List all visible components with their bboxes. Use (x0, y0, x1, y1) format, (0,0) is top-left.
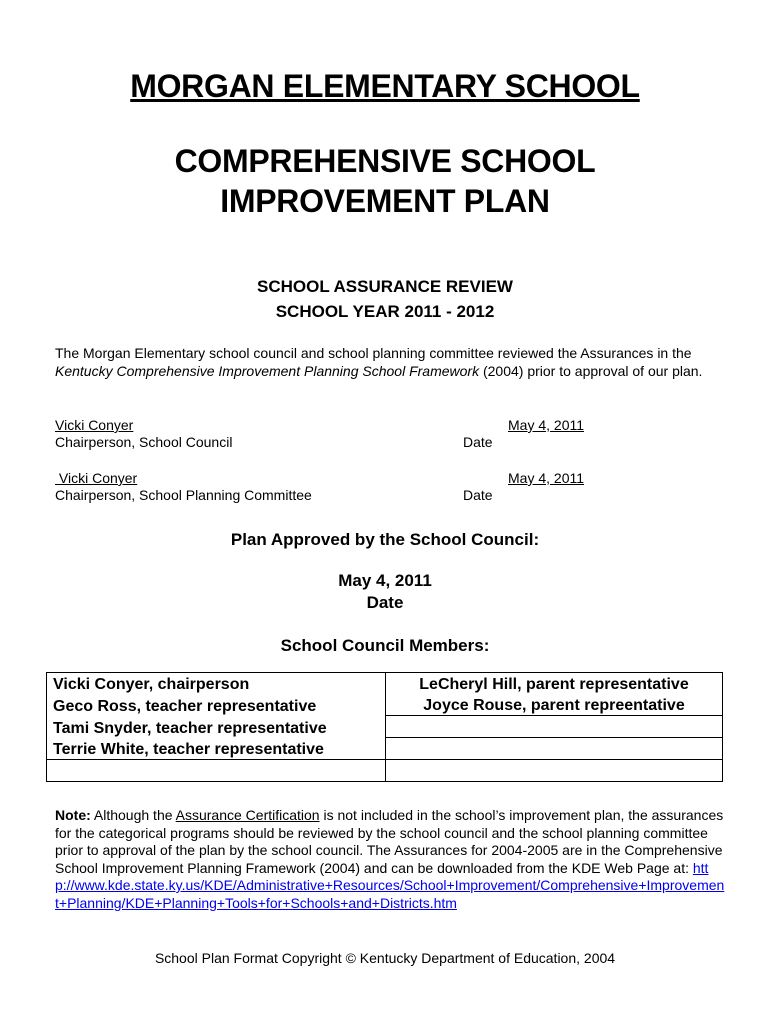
council-members-table (46, 672, 723, 782)
framework-title: Kentucky Comprehensive Improvement Planning School Framework (55, 363, 480, 379)
member-right-2: Joyce Rouse, parent repreentative (386, 694, 723, 716)
member-right-empty-5 (386, 760, 723, 782)
assurance-certification-link[interactable]: Assurance Certification (175, 807, 320, 823)
intro-text-2: (2004) prior to approval of our plan. (479, 363, 703, 379)
review-title: SCHOOL ASSURANCE REVIEW (257, 277, 513, 296)
signature-1-name: Vicki Conyer (55, 417, 134, 433)
member-right-1: LeCheryl Hill, parent representative (386, 673, 723, 695)
note-text-2: is not included in the school’s improvement plan, the assurances for the categorical programs should be reviewed by the school council and the school planning committee prior to approval of the plan by the school council. The Assurances for 2004-2005 are in the Comprehensive School Improvement Planning Framework (2004) and can be downloaded from the KDE Web Page at: (55, 807, 724, 876)
table-row (47, 716, 723, 738)
signature-1-date: May 4, 2011 (508, 417, 585, 433)
member-left-empty-5 (47, 760, 386, 782)
copyright-footer: School Plan Format Copyright © Kentucky Department of Education, 2004 (154, 950, 616, 966)
member-right-empty-4 (386, 738, 723, 760)
member-left-4: Terrie White, teacher representative (47, 738, 386, 760)
table-row (47, 694, 723, 716)
signature-1-date-label: Date (463, 434, 493, 450)
member-left-1: Vicki Conyer, chairperson (47, 673, 386, 695)
approval-date: May 4, 2011 (338, 571, 432, 590)
table-row (47, 738, 723, 760)
note-paragraph (55, 807, 725, 912)
intro-paragraph (55, 344, 735, 380)
intro-text-1: The Morgan Elementary school council and school planning committee reviewed the Assurances in the (55, 345, 692, 361)
school-year-title: SCHOOL YEAR 2011 - 2012 (275, 302, 495, 321)
signature-2-name: Vicki Conyer (55, 470, 138, 486)
signature-1-role: Chairperson, School Council (55, 434, 233, 450)
member-left-3: Tami Snyder, teacher representative (47, 716, 386, 738)
table-row (47, 760, 723, 782)
kde-url-link[interactable]: http://www.kde.state.ky.us/KDE/Administrative+Resources/School+Improvement/Comprehensive+Improvement+Planning/KDE+Planning+Tools+for+Schools+and+Districts.htm (55, 859, 725, 911)
note-text-1: Although the (90, 807, 176, 823)
table-row (47, 673, 723, 695)
member-right-empty-3 (386, 716, 723, 738)
member-left-2: Geco Ross, teacher representative (47, 694, 386, 716)
signature-2-role: Chairperson, School Planning Committee (55, 487, 312, 503)
plan-title-line2: IMPROVEMENT PLAN (220, 183, 550, 219)
approval-date-label: Date (366, 593, 404, 612)
signature-2-date-label: Date (463, 487, 493, 503)
signature-2-date: May 4, 2011 (508, 470, 585, 486)
plan-title-line1: COMPREHENSIVE SCHOOL (174, 143, 596, 179)
members-heading: School Council Members: (280, 636, 490, 655)
note-label: Note: (55, 807, 91, 823)
approval-heading: Plan Approved by the School Council: (230, 530, 540, 549)
school-name: MORGAN ELEMENTARY SCHOOL (130, 68, 640, 104)
